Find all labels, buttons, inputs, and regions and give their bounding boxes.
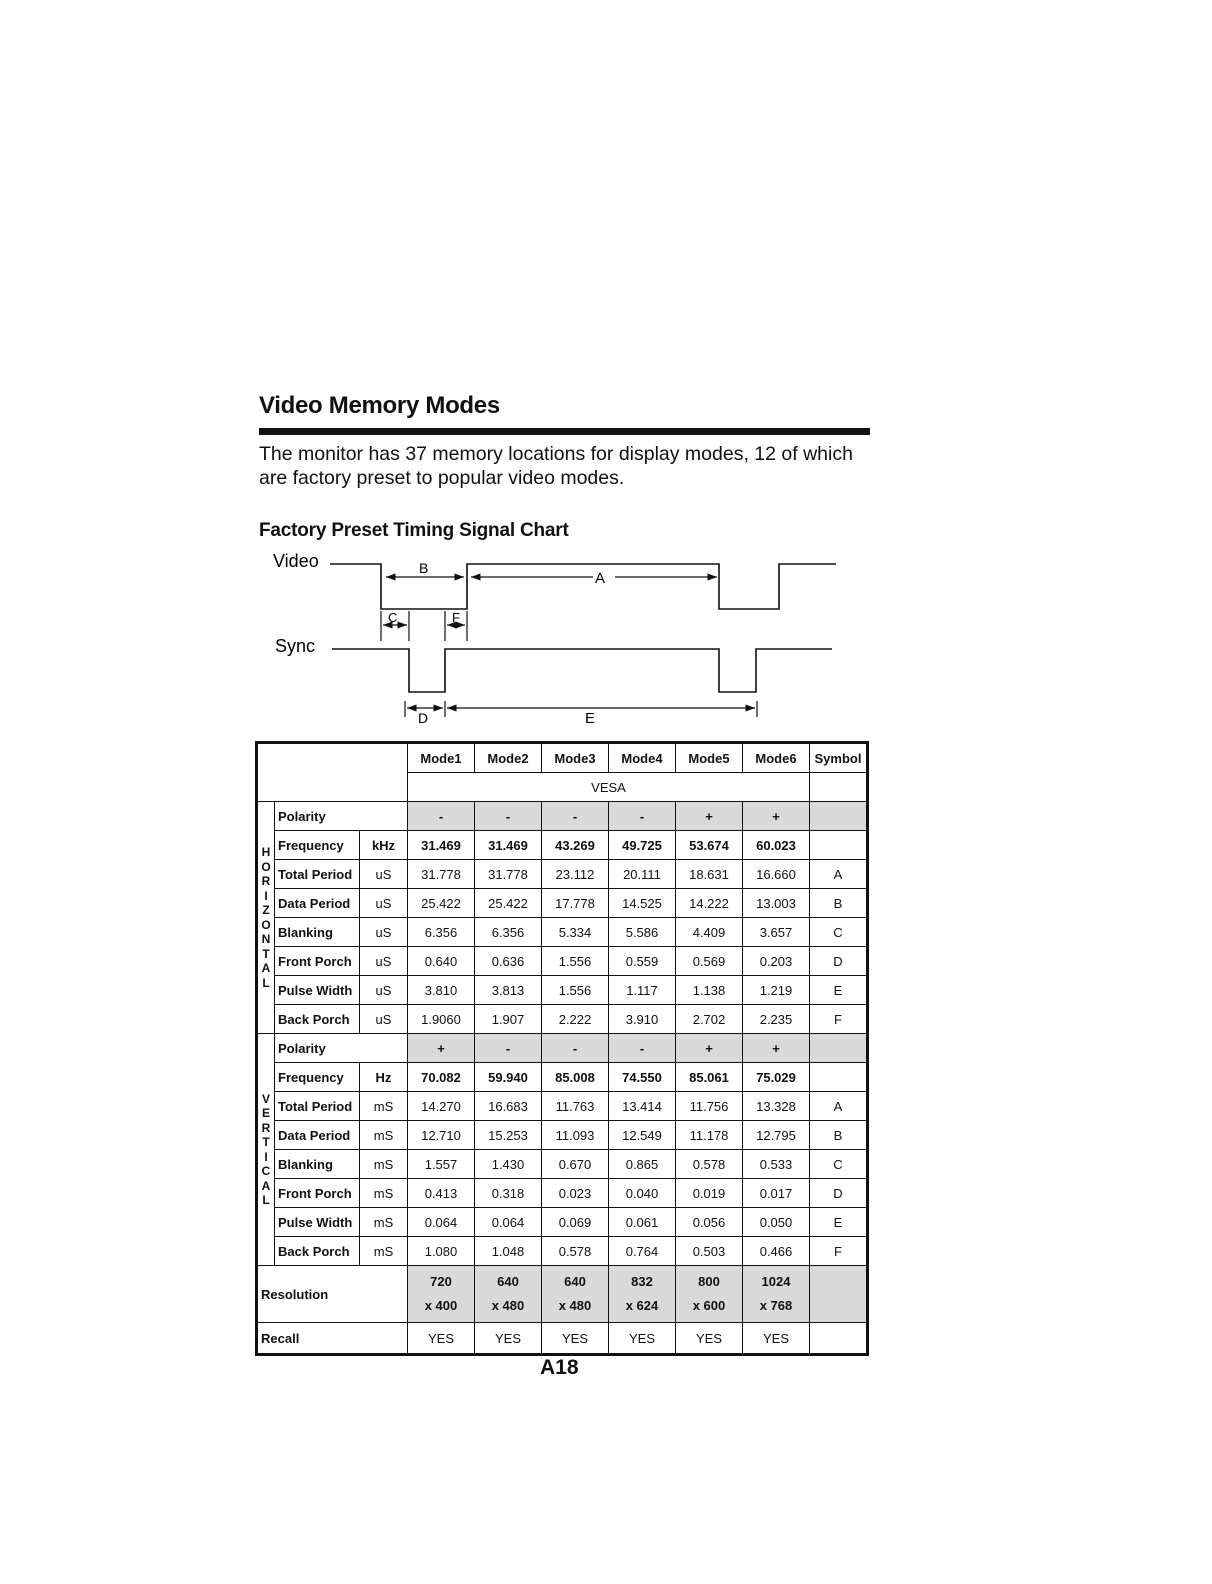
resolution-width: 1024 xyxy=(761,1274,791,1289)
symbol-cell: C xyxy=(810,918,868,947)
value-cell: 16.683 xyxy=(475,1092,542,1121)
table-row xyxy=(257,1092,868,1121)
table-row xyxy=(257,1150,868,1179)
value-cell: 0.318 xyxy=(475,1179,542,1208)
row-label: Blanking xyxy=(275,1150,360,1179)
unit-cell: uS xyxy=(360,860,408,889)
label-a: A xyxy=(595,570,606,587)
mode-header: Mode1 xyxy=(408,743,475,773)
value-cell: 0.023 xyxy=(542,1179,609,1208)
resolution-height: x 480 xyxy=(491,1298,525,1313)
resolution-height: x 768 xyxy=(759,1298,793,1313)
value-cell: 53.674 xyxy=(676,831,743,860)
polarity-cell: + xyxy=(743,1034,810,1063)
resolution-height: x 600 xyxy=(692,1298,726,1313)
table-row xyxy=(257,1208,868,1237)
value-cell: 0.050 xyxy=(743,1208,810,1237)
value-cell: 0.569 xyxy=(676,947,743,976)
resolution-width: 832 xyxy=(631,1274,653,1289)
value-cell: 31.778 xyxy=(475,860,542,889)
mode-header: Mode5 xyxy=(676,743,743,773)
resolution-row xyxy=(257,1266,868,1323)
symbol-cell xyxy=(810,1266,868,1323)
value-cell: 3.813 xyxy=(475,976,542,1005)
resolution-height: x 624 xyxy=(625,1298,659,1313)
label-b: B xyxy=(419,560,429,576)
page-title: Video Memory Modes xyxy=(259,392,500,419)
table-row xyxy=(257,831,868,860)
table-row xyxy=(257,1237,868,1266)
value-cell: 25.422 xyxy=(475,889,542,918)
header-corner xyxy=(257,743,408,802)
value-cell: 1.9060 xyxy=(408,1005,475,1034)
value-cell: 0.203 xyxy=(743,947,810,976)
value-cell: 3.910 xyxy=(609,1005,676,1034)
recall-cell: YES xyxy=(475,1323,542,1355)
row-label: Data Period xyxy=(275,889,360,918)
value-cell: 70.082 xyxy=(408,1063,475,1092)
polarity-cell: - xyxy=(408,802,475,831)
value-cell: 1.117 xyxy=(609,976,676,1005)
symbol-cell: D xyxy=(810,947,868,976)
row-label: Frequency xyxy=(275,1063,360,1092)
value-cell: 0.017 xyxy=(743,1179,810,1208)
symbol-cell xyxy=(810,1323,868,1355)
value-cell: 1.080 xyxy=(408,1237,475,1266)
table-row xyxy=(257,860,868,889)
value-cell: 1.138 xyxy=(676,976,743,1005)
value-cell: 43.269 xyxy=(542,831,609,860)
unit-cell: uS xyxy=(360,918,408,947)
mode-header: Mode4 xyxy=(609,743,676,773)
row-label: Data Period xyxy=(275,1121,360,1150)
polarity-cell: + xyxy=(676,1034,743,1063)
video-waveform xyxy=(330,564,836,609)
value-cell: 1.048 xyxy=(475,1237,542,1266)
symbol-cell: B xyxy=(810,1121,868,1150)
intro-paragraph: The monitor has 37 memory locations for display modes, 12 of which are factory preset to popular video modes. xyxy=(259,443,853,489)
polarity-cell: - xyxy=(475,1034,542,1063)
unit-cell: mS xyxy=(360,1179,408,1208)
symbol-cell: D xyxy=(810,1179,868,1208)
value-cell: 0.061 xyxy=(609,1208,676,1237)
mode-header: Mode6 xyxy=(743,743,810,773)
polarity-cell: - xyxy=(609,1034,676,1063)
unit-cell: kHz xyxy=(360,831,408,860)
table-row xyxy=(257,918,868,947)
value-cell: 13.414 xyxy=(609,1092,676,1121)
resolution-cell xyxy=(408,1266,475,1323)
row-label: Polarity xyxy=(275,802,408,831)
value-cell: 3.810 xyxy=(408,976,475,1005)
resolution-width: 720 xyxy=(430,1274,452,1289)
value-cell: 4.409 xyxy=(676,918,743,947)
value-cell: 5.334 xyxy=(542,918,609,947)
row-label: Frequency xyxy=(275,831,360,860)
value-cell: 31.778 xyxy=(408,860,475,889)
value-cell: 20.111 xyxy=(609,860,676,889)
row-label: Back Porch xyxy=(275,1005,360,1034)
symbol-cell: A xyxy=(810,860,868,889)
polarity-cell: + xyxy=(676,802,743,831)
symbol-cell: F xyxy=(810,1237,868,1266)
video-label: Video xyxy=(273,551,319,571)
value-cell: 0.069 xyxy=(542,1208,609,1237)
unit-cell: mS xyxy=(360,1237,408,1266)
value-cell: 0.559 xyxy=(609,947,676,976)
symbol-cell xyxy=(810,831,868,860)
resolution-cell xyxy=(609,1266,676,1323)
unit-cell: uS xyxy=(360,889,408,918)
value-cell: 23.112 xyxy=(542,860,609,889)
value-cell: 1.219 xyxy=(743,976,810,1005)
polarity-cell: - xyxy=(542,802,609,831)
value-cell: 2.702 xyxy=(676,1005,743,1034)
row-label: Recall xyxy=(257,1323,408,1355)
value-cell: 1.556 xyxy=(542,947,609,976)
polarity-cell: - xyxy=(542,1034,609,1063)
row-label: Polarity xyxy=(275,1034,408,1063)
value-cell: 14.270 xyxy=(408,1092,475,1121)
page-number: A18 xyxy=(540,1356,579,1379)
recall-cell: YES xyxy=(609,1323,676,1355)
row-label: Back Porch xyxy=(275,1237,360,1266)
value-cell: 85.008 xyxy=(542,1063,609,1092)
resolution-width: 640 xyxy=(497,1274,519,1289)
symbol-cell: E xyxy=(810,1208,868,1237)
polarity-row xyxy=(257,802,868,831)
value-cell: 1.430 xyxy=(475,1150,542,1179)
unit-cell: mS xyxy=(360,1092,408,1121)
table-row xyxy=(257,976,868,1005)
recall-cell: YES xyxy=(542,1323,609,1355)
value-cell: 5.586 xyxy=(609,918,676,947)
symbol-cell xyxy=(810,1034,868,1063)
value-cell: 0.670 xyxy=(542,1150,609,1179)
value-cell: 16.660 xyxy=(743,860,810,889)
value-cell: 18.631 xyxy=(676,860,743,889)
resolution-cell xyxy=(542,1266,609,1323)
row-label: Resolution xyxy=(257,1266,408,1323)
unit-cell: mS xyxy=(360,1150,408,1179)
value-cell: 74.550 xyxy=(609,1063,676,1092)
value-cell: 0.578 xyxy=(676,1150,743,1179)
value-cell: 12.710 xyxy=(408,1121,475,1150)
recall-cell: YES xyxy=(408,1323,475,1355)
polarity-cell: - xyxy=(475,802,542,831)
symbol-cell: B xyxy=(810,889,868,918)
symbol-cell xyxy=(810,1063,868,1092)
label-f: F xyxy=(452,610,460,625)
value-cell: 15.253 xyxy=(475,1121,542,1150)
recall-cell: YES xyxy=(676,1323,743,1355)
title-rule xyxy=(259,428,870,435)
sync-label: Sync xyxy=(275,636,316,656)
value-cell: 0.064 xyxy=(475,1208,542,1237)
table-row xyxy=(257,947,868,976)
mode-header: Mode2 xyxy=(475,743,542,773)
value-cell: 11.763 xyxy=(542,1092,609,1121)
value-cell: 11.756 xyxy=(676,1092,743,1121)
value-cell: 0.413 xyxy=(408,1179,475,1208)
unit-cell: Hz xyxy=(360,1063,408,1092)
resolution-width: 640 xyxy=(564,1274,586,1289)
row-label: Blanking xyxy=(275,918,360,947)
unit-cell: uS xyxy=(360,947,408,976)
value-cell: 85.061 xyxy=(676,1063,743,1092)
value-cell: 0.056 xyxy=(676,1208,743,1237)
unit-cell: mS xyxy=(360,1208,408,1237)
value-cell: 25.422 xyxy=(408,889,475,918)
mode-header: Mode3 xyxy=(542,743,609,773)
value-cell: 0.865 xyxy=(609,1150,676,1179)
resolution-width: 800 xyxy=(698,1274,720,1289)
label-d: D xyxy=(418,710,429,726)
vertical-group-label: V E R T I C A L xyxy=(257,1034,275,1266)
value-cell: 0.040 xyxy=(609,1179,676,1208)
value-cell: 6.356 xyxy=(408,918,475,947)
row-label: Pulse Width xyxy=(275,1208,360,1237)
timing-diagram xyxy=(259,545,870,735)
standard-cell: VESA xyxy=(408,773,810,802)
value-cell: 17.778 xyxy=(542,889,609,918)
value-cell: 0.578 xyxy=(542,1237,609,1266)
table-row xyxy=(257,1121,868,1150)
value-cell: 3.657 xyxy=(743,918,810,947)
value-cell: 2.222 xyxy=(542,1005,609,1034)
value-cell: 31.469 xyxy=(475,831,542,860)
value-cell: 14.222 xyxy=(676,889,743,918)
value-cell: 14.525 xyxy=(609,889,676,918)
value-cell: 13.328 xyxy=(743,1092,810,1121)
resolution-cell xyxy=(743,1266,810,1323)
symbol-cell: A xyxy=(810,1092,868,1121)
value-cell: 0.064 xyxy=(408,1208,475,1237)
horizontal-group-label: H O R I Z O N T A L xyxy=(257,802,275,1034)
chart-subtitle: Factory Preset Timing Signal Chart xyxy=(259,520,569,541)
value-cell: 6.356 xyxy=(475,918,542,947)
polarity-row xyxy=(257,1034,868,1063)
symbol-cell: E xyxy=(810,976,868,1005)
row-label: Front Porch xyxy=(275,947,360,976)
value-cell: 12.795 xyxy=(743,1121,810,1150)
resolution-cell xyxy=(475,1266,542,1323)
symbol-cell xyxy=(810,773,868,802)
symbol-header: Symbol xyxy=(810,743,868,773)
timing-table xyxy=(255,741,869,1356)
polarity-cell: + xyxy=(408,1034,475,1063)
symbol-cell xyxy=(810,802,868,831)
polarity-cell: + xyxy=(743,802,810,831)
label-c: C xyxy=(388,610,398,625)
value-cell: 0.636 xyxy=(475,947,542,976)
recall-cell: YES xyxy=(743,1323,810,1355)
recall-row xyxy=(257,1323,868,1355)
value-cell: 11.178 xyxy=(676,1121,743,1150)
symbol-cell: C xyxy=(810,1150,868,1179)
value-cell: 0.503 xyxy=(676,1237,743,1266)
unit-cell: uS xyxy=(360,976,408,1005)
value-cell: 59.940 xyxy=(475,1063,542,1092)
value-cell: 31.469 xyxy=(408,831,475,860)
value-cell: 0.466 xyxy=(743,1237,810,1266)
symbol-cell: F xyxy=(810,1005,868,1034)
value-cell: 11.093 xyxy=(542,1121,609,1150)
table-row xyxy=(257,1005,868,1034)
value-cell: 0.640 xyxy=(408,947,475,976)
polarity-cell: - xyxy=(609,802,676,831)
sync-waveform xyxy=(332,649,832,692)
label-e: E xyxy=(585,710,596,727)
row-label: Front Porch xyxy=(275,1179,360,1208)
resolution-cell xyxy=(676,1266,743,1323)
value-cell: 1.556 xyxy=(542,976,609,1005)
value-cell: 1.907 xyxy=(475,1005,542,1034)
row-label: Pulse Width xyxy=(275,976,360,1005)
value-cell: 0.533 xyxy=(743,1150,810,1179)
value-cell: 12.549 xyxy=(609,1121,676,1150)
unit-cell: uS xyxy=(360,1005,408,1034)
table-row xyxy=(257,1063,868,1092)
row-label: Total Period xyxy=(275,1092,360,1121)
value-cell: 2.235 xyxy=(743,1005,810,1034)
value-cell: 60.023 xyxy=(743,831,810,860)
resolution-height: x 480 xyxy=(558,1298,592,1313)
value-cell: 0.764 xyxy=(609,1237,676,1266)
unit-cell: mS xyxy=(360,1121,408,1150)
value-cell: 49.725 xyxy=(609,831,676,860)
table-row xyxy=(257,1179,868,1208)
value-cell: 75.029 xyxy=(743,1063,810,1092)
timing-table-wrapper xyxy=(255,741,869,1356)
table-row xyxy=(257,889,868,918)
value-cell: 1.557 xyxy=(408,1150,475,1179)
header-row xyxy=(257,743,868,773)
value-cell: 0.019 xyxy=(676,1179,743,1208)
value-cell: 13.003 xyxy=(743,889,810,918)
row-label: Total Period xyxy=(275,860,360,889)
resolution-height: x 400 xyxy=(424,1298,458,1313)
